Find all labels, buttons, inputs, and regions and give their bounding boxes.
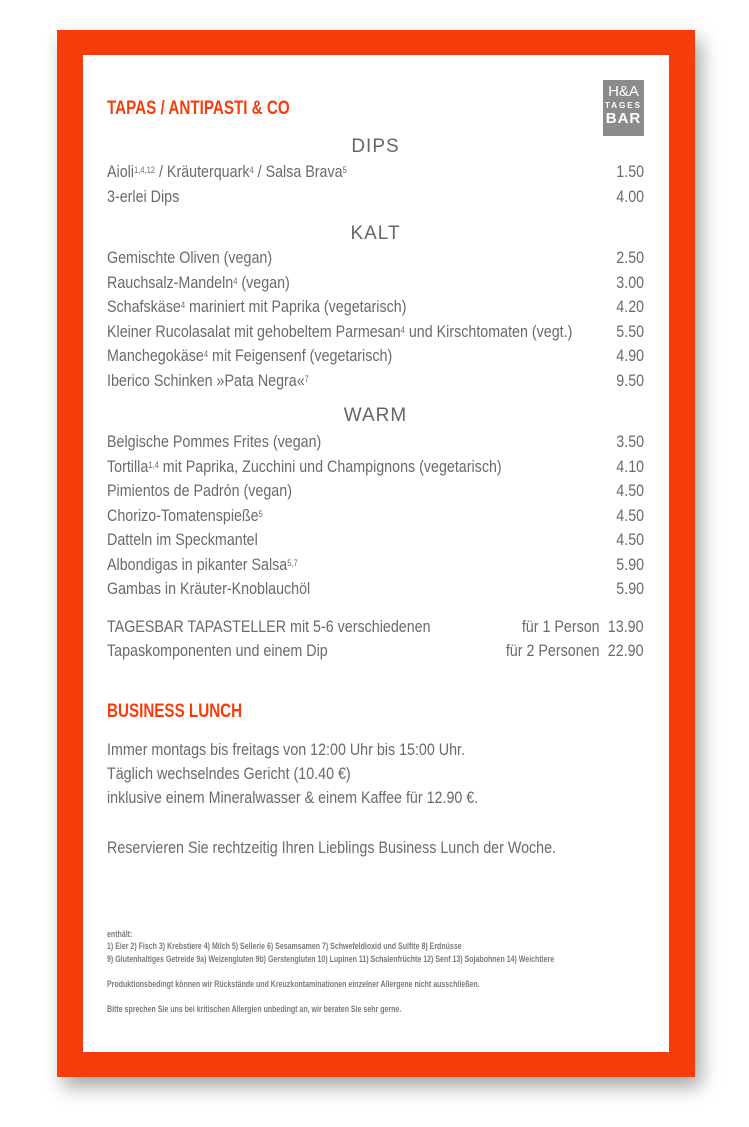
item-name: Datteln im Speckmantel	[107, 530, 258, 549]
item-price: 5.90	[616, 579, 644, 598]
item-price: 2.50	[616, 248, 644, 267]
heading-business-lunch: BUSINESS LUNCH	[107, 701, 243, 722]
heading-tapas: TAPAS / ANTIPASTI & CO	[107, 98, 290, 119]
tagesbar-logo	[603, 80, 644, 136]
allergen-note: Bitte sprechen Sie uns bei kritischen Allergien unbedingt an, wir beraten Sie sehr gerne.	[107, 1004, 402, 1014]
item-name: 3-erlei Dips	[107, 187, 180, 206]
tapasteller-row-2	[107, 640, 644, 662]
item-name: Tortilla$^{1,4}$ mit Paprika, Zucchini und Champignons (vegetarisch)	[107, 457, 502, 476]
section-dips: DIPS	[351, 136, 400, 157]
menu-item	[107, 247, 644, 269]
menu-item	[107, 186, 644, 208]
lunch-text-line: inklusive einem Mineralwasser & einem Kaffee für 12.90 €.	[107, 788, 479, 807]
menu-item	[107, 272, 644, 294]
logo-text-bar: BAR	[605, 110, 642, 127]
item-name: Schafskäse$^4$ mariniert mit Paprika (vegetarisch)	[107, 297, 407, 316]
item-name: Chorizo-Tomatenspieße$^5$	[107, 506, 263, 525]
lunch-reservation-note: Reservieren Sie rechtzeitig Ihren Lieblings Business Lunch der Woche.	[107, 838, 557, 857]
item-price: 4.00	[616, 187, 644, 206]
section-kalt: KALT	[350, 223, 401, 244]
menu-item	[107, 296, 644, 318]
menu-item	[107, 529, 644, 551]
tapasteller-description: TAGESBAR TAPASTELLER mit 5-6 verschiedenen	[107, 617, 431, 636]
tapasteller-option: für 1 Person	[522, 617, 600, 636]
item-price: 1.50	[616, 162, 644, 181]
item-name: Rauchsalz-Mandeln$^4$ (vegan)	[107, 273, 290, 292]
menu-item	[107, 554, 644, 576]
menu-item	[107, 431, 644, 453]
item-name: Manchegokäse$^4$ mit Feigensenf (vegetarisch)	[107, 346, 393, 365]
logo-text-tages: TAGES	[605, 101, 642, 110]
tapasteller-row-1	[107, 616, 644, 638]
menu-item	[107, 161, 644, 183]
item-price: 22.90	[608, 641, 644, 660]
lunch-text-line: Täglich wechselndes Gericht (10.40 €)	[107, 764, 351, 783]
menu-item	[107, 345, 644, 367]
item-price: 13.90	[608, 617, 644, 636]
item-price: 4.10	[616, 457, 644, 476]
logo-text-ha: H&A	[608, 83, 639, 100]
item-name: Aioli$^{1,4,12}$ / Kräuterquark$^4$ / Salsa Brava$^5$	[107, 162, 347, 181]
tapasteller-option: für 2 Personen	[506, 641, 600, 660]
menu-item	[107, 480, 644, 502]
tapasteller-description: Tapaskomponenten und einem Dip	[107, 641, 328, 660]
item-name: Pimientos de Padrón (vegan)	[107, 481, 292, 500]
item-price: 3.00	[616, 273, 644, 292]
allergen-label: enthält:	[107, 929, 133, 939]
allergen-list: 1) Eier 2) Fisch 3) Krebstiere 4) Milch 5) Sellerie 6) Sesamsamen 7) Schwefeldioxid und Sulfite 8) Erdnüsse	[107, 941, 462, 951]
section-warm: WARM	[343, 405, 408, 426]
menu-item	[107, 321, 644, 343]
item-name: Gambas in Kräuter-Knoblauchöl	[107, 579, 311, 598]
item-name: Albondigas in pikanter Salsa$^{5,7}$	[107, 555, 298, 574]
item-price: 4.90	[616, 346, 644, 365]
item-price: 4.50	[616, 530, 644, 549]
menu-item	[107, 578, 644, 600]
item-price: 5.50	[616, 322, 644, 341]
item-price: 9.50	[616, 371, 644, 390]
menu-item	[107, 456, 644, 478]
item-name: Gemischte Oliven (vegan)	[107, 248, 273, 267]
item-price: 5.90	[616, 555, 644, 574]
item-price: 4.50	[616, 506, 644, 525]
item-price: 4.50	[616, 481, 644, 500]
allergen-note: Produktionsbedingt können wir Rückstände und Kreuzkontaminationen einzelner Allergene nicht ausschließen.	[107, 979, 480, 989]
menu-item	[107, 505, 644, 527]
item-name: Belgische Pommes Frites (vegan)	[107, 432, 322, 451]
menu-item	[107, 370, 644, 392]
item-price: 3.50	[616, 432, 644, 451]
lunch-text-line: Immer montags bis freitags von 12:00 Uhr bis 15:00 Uhr.	[107, 740, 465, 759]
item-price: 4.20	[616, 297, 644, 316]
allergen-list: 9) Glutenhaltiges Getreide 9a) Weizengluten 9b) Gerstengluten 10) Lupinen 11) Schalenfrüchte 12) Senf 13) Sojabohnen 14) Weichtiere	[107, 954, 555, 964]
item-name: Kleiner Rucolasalat mit gehobeltem Parmesan$^4$ und Kirschtomaten (vegt.)	[107, 322, 573, 341]
item-name: Iberico Schinken »Pata Negra«$^7$	[107, 371, 309, 390]
